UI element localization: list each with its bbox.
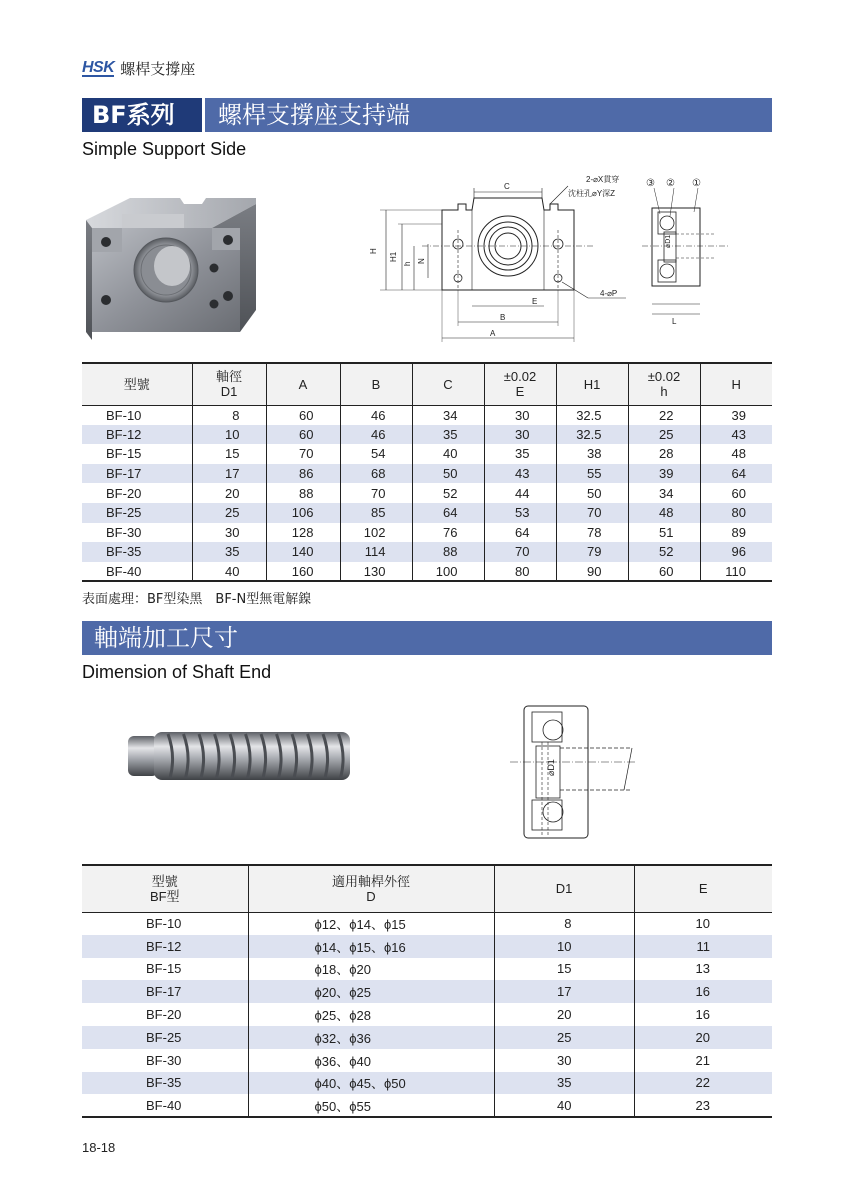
table-row (82, 1026, 772, 1049)
col-header: H (700, 363, 772, 405)
table-cell: 40 (494, 1094, 634, 1117)
table-cell: 64 (412, 503, 484, 523)
table-cell: ϕ20、ϕ25 (248, 980, 494, 1003)
col-header: D1 (494, 865, 634, 912)
table-cell: 43 (700, 425, 772, 445)
table-cell: 64 (484, 523, 556, 543)
section-divider (202, 98, 205, 132)
table-cell: 22 (628, 405, 700, 425)
table-cell: 53 (484, 503, 556, 523)
table-cell: ϕ36、ϕ40 (248, 1049, 494, 1072)
col-header: E (634, 865, 772, 912)
table-cell: 20 (634, 1026, 772, 1049)
table-cell: 52 (628, 542, 700, 562)
section-subtitle: Dimension of Shaft End (82, 662, 272, 682)
table-cell: 16 (634, 1003, 772, 1026)
table-cell: 76 (412, 523, 484, 543)
dim-label-l: L (672, 317, 677, 326)
table-cell: 85 (340, 503, 412, 523)
table-cell: BF-20 (82, 483, 192, 503)
table-cell: 11 (634, 935, 772, 958)
dim-label-b: B (500, 313, 506, 322)
table-cell: 78 (556, 523, 628, 543)
table-cell: 70 (556, 503, 628, 523)
table-cell: 20 (494, 1003, 634, 1026)
table-cell: ϕ50、ϕ55 (248, 1094, 494, 1117)
table-cell: 100 (412, 562, 484, 582)
table-cell: 160 (266, 562, 340, 582)
brand-logo: HSK (82, 58, 115, 76)
table-cell: 28 (628, 444, 700, 464)
table-cell: BF-40 (82, 562, 192, 582)
table-cell: BF-25 (82, 503, 192, 523)
dim-label-x: 2-⌀X貫穿 (586, 175, 620, 184)
table-row (82, 542, 772, 562)
table-cell: BF-17 (82, 980, 248, 1003)
table-cell: 70 (484, 542, 556, 562)
table-cell: 68 (340, 464, 412, 484)
screw-shaft-photo (124, 722, 354, 786)
table-cell: 60 (628, 562, 700, 582)
table-cell: 70 (340, 483, 412, 503)
table-cell: 32.5 (556, 425, 628, 445)
table-cell: 22 (634, 1072, 772, 1095)
table-cell: 8 (192, 405, 266, 425)
table-row (82, 405, 772, 425)
table-cell: 89 (700, 523, 772, 543)
table-cell: BF-30 (82, 1049, 248, 1072)
table-row (82, 958, 772, 981)
table-cell: 128 (266, 523, 340, 543)
page-number: 18-18 (82, 1140, 116, 1155)
table-cell: 23 (634, 1094, 772, 1117)
table-row (82, 1049, 772, 1072)
table-cell: BF-15 (82, 958, 248, 981)
callout-1: ① (692, 178, 701, 189)
table-cell: 34 (412, 405, 484, 425)
table-cell: 17 (494, 980, 634, 1003)
page-header (82, 58, 195, 79)
table-cell: BF-17 (82, 464, 192, 484)
table-cell: 30 (192, 523, 266, 543)
table-cell: ϕ25、ϕ28 (248, 1003, 494, 1026)
table-cell: 35 (192, 542, 266, 562)
table-cell: 60 (266, 405, 340, 425)
table-row (82, 444, 772, 464)
col-header: A (266, 363, 340, 405)
table-row (82, 464, 772, 484)
table-cell: ϕ40、ϕ45、ϕ50 (248, 1072, 494, 1095)
table-cell: 16 (634, 980, 772, 1003)
table-cell: 35 (494, 1072, 634, 1095)
table-row (82, 523, 772, 543)
table-row (82, 1094, 772, 1117)
table-cell: 70 (266, 444, 340, 464)
table-cell: 86 (266, 464, 340, 484)
table-row (82, 1072, 772, 1095)
shaft-end-drawing (508, 704, 658, 842)
dim-label-h-small: h (403, 261, 412, 266)
dim-label-h1: H1 (389, 251, 398, 262)
table-cell: BF-30 (82, 523, 192, 543)
table-row (82, 483, 772, 503)
table-cell: 88 (412, 542, 484, 562)
section-subtitle: Simple Support Side (82, 139, 247, 159)
table-cell: 30 (484, 425, 556, 445)
table-cell: 40 (412, 444, 484, 464)
table-cell: 43 (484, 464, 556, 484)
table-row (82, 425, 772, 445)
table-cell: 30 (484, 405, 556, 425)
table-cell: 110 (700, 562, 772, 582)
table-cell: 48 (628, 503, 700, 523)
table-cell: 130 (340, 562, 412, 582)
table-cell: 96 (700, 542, 772, 562)
table-cell: 46 (340, 425, 412, 445)
table-cell: 35 (484, 444, 556, 464)
table-cell: 50 (556, 483, 628, 503)
table-cell: ϕ18、ϕ20 (248, 958, 494, 981)
table-cell: 54 (340, 444, 412, 464)
table-cell: ϕ14、ϕ15、ϕ16 (248, 935, 494, 958)
table-cell: 15 (192, 444, 266, 464)
table-cell: 60 (700, 483, 772, 503)
dim-label-h-total: H (369, 248, 378, 254)
table-cell: 10 (192, 425, 266, 445)
dim-label-d1: ⌀D1 (665, 234, 672, 248)
table-cell: 50 (412, 464, 484, 484)
table-row (82, 562, 772, 582)
table-cell: 106 (266, 503, 340, 523)
table-cell: 51 (628, 523, 700, 543)
table-cell: 20 (192, 483, 266, 503)
table-cell: BF-12 (82, 935, 248, 958)
table-cell: 48 (700, 444, 772, 464)
table-cell: 40 (192, 562, 266, 582)
callout-2: ② (666, 178, 675, 189)
col-header: C (412, 363, 484, 405)
table-cell: 60 (266, 425, 340, 445)
header-title: 螺桿支撐座 (120, 60, 196, 78)
dim-label-n: N (417, 258, 426, 264)
table-row (82, 935, 772, 958)
dim-label-e: E (532, 297, 538, 306)
dim-label-p: 4-⌀P (600, 289, 618, 298)
table-cell: 34 (628, 483, 700, 503)
col-header: 適用軸桿外徑 D (248, 865, 494, 912)
table-cell: ϕ12、ϕ14、ϕ15 (248, 912, 494, 935)
table-cell: BF-12 (82, 425, 192, 445)
section-bar-bf-series (82, 98, 772, 132)
table-cell: 30 (494, 1049, 634, 1072)
col-header: 型號 (82, 363, 192, 405)
table-cell: 114 (340, 542, 412, 562)
table-cell: 90 (556, 562, 628, 582)
table-cell: 10 (494, 935, 634, 958)
table-cell: 140 (266, 542, 340, 562)
table-cell: 44 (484, 483, 556, 503)
table-cell: 55 (556, 464, 628, 484)
table-row (82, 980, 772, 1003)
table-cell: 21 (634, 1049, 772, 1072)
table-cell: BF-25 (82, 1026, 248, 1049)
table-cell: BF-20 (82, 1003, 248, 1026)
table-cell: BF-15 (82, 444, 192, 464)
col-header: ±0.02 h (628, 363, 700, 405)
table-cell: 8 (494, 912, 634, 935)
table-cell: BF-40 (82, 1094, 248, 1117)
table-header-row (82, 363, 772, 405)
table-row (82, 1003, 772, 1026)
table-cell: 13 (634, 958, 772, 981)
dim-label-y: 沈柱孔⌀Y深Z (568, 189, 616, 198)
table-header-row (82, 865, 772, 912)
col-header: H1 (556, 363, 628, 405)
dim-label-c: C (504, 182, 510, 191)
table-row (82, 912, 772, 935)
dimension-drawing-front (362, 174, 740, 344)
section-lead: BF系列 (82, 98, 202, 132)
table-cell: 88 (266, 483, 340, 503)
table-cell: 64 (700, 464, 772, 484)
table-cell: 25 (192, 503, 266, 523)
table-cell: 80 (484, 562, 556, 582)
section-bar-shaft-end (82, 621, 772, 655)
table-cell: ϕ32、ϕ36 (248, 1026, 494, 1049)
surface-treatment-note: 表面處理：BF型染黑 BF-N型無電解鎳 (82, 592, 312, 607)
table-cell: 39 (700, 405, 772, 425)
table-cell: 32.5 (556, 405, 628, 425)
table-cell: 39 (628, 464, 700, 484)
table-cell: BF-10 (82, 405, 192, 425)
col-header: ±0.02 E (484, 363, 556, 405)
table-cell: 35 (412, 425, 484, 445)
table-cell: 79 (556, 542, 628, 562)
table-cell: BF-35 (82, 1072, 248, 1095)
table-cell: 25 (628, 425, 700, 445)
table-cell: 102 (340, 523, 412, 543)
table-cell: 15 (494, 958, 634, 981)
table-cell: 10 (634, 912, 772, 935)
col-header: B (340, 363, 412, 405)
section-title: 軸端加工尺寸 (94, 624, 238, 652)
support-block-photo (80, 192, 256, 340)
table-cell: 80 (700, 503, 772, 523)
callout-3: ③ (646, 178, 655, 189)
table-cell: 17 (192, 464, 266, 484)
col-header: 型號 BF型 (82, 865, 248, 912)
table-cell: 46 (340, 405, 412, 425)
spec-table-shaft-end (82, 864, 772, 1118)
table-cell: BF-10 (82, 912, 248, 935)
table-cell: BF-35 (82, 542, 192, 562)
spec-table-bf (82, 362, 772, 582)
table-cell: 25 (494, 1026, 634, 1049)
col-header: 軸徑 D1 (192, 363, 266, 405)
table-cell: 38 (556, 444, 628, 464)
table-cell: 52 (412, 483, 484, 503)
section-title: 螺桿支撐座支持端 (218, 101, 410, 129)
dim-label-d1: ⌀D1 (546, 759, 556, 776)
dim-label-a: A (490, 329, 496, 338)
table-row (82, 503, 772, 523)
